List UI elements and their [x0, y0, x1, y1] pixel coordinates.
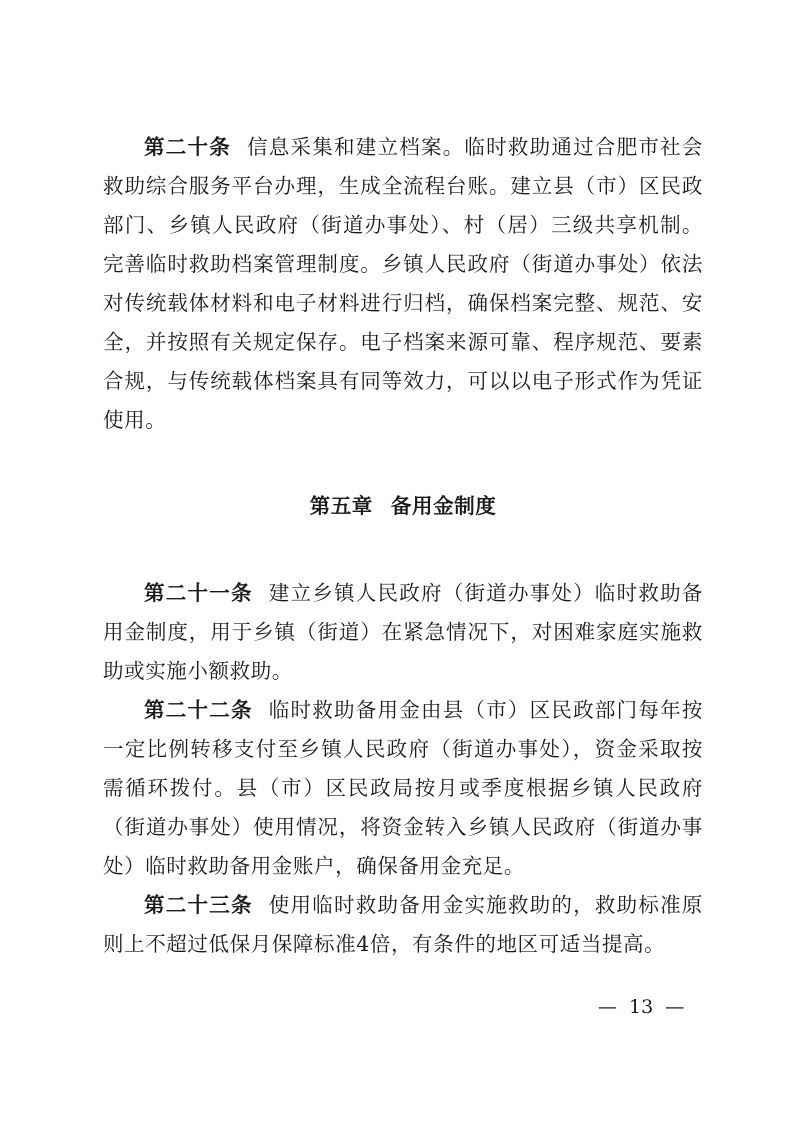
article-23	[103, 886, 703, 964]
article-22-title: 第二十二条	[144, 698, 253, 722]
chapter-number: 第五章	[309, 494, 373, 518]
article-20-text: 信息采集和建立档案。临时救助通过合肥市社会救助综合服务平台办理，生成全流程台账。建立县（市）区民政部门、乡镇人民政府（街道办事处）、村（居）三级共享机制。完善临时救助档案管理制度。乡镇人民政府（街道办事处）依法对传统载体材料和电子材料进行归档，确保档案完整、规范、安全，并按照有关规定保存。电子档案来源可靠、程序规范、要素合规，与传统载体档案具有同等效力，可以以电子形式作为凭证使用。	[103, 135, 703, 432]
page-number-dash-right: —	[665, 996, 685, 1018]
article-22	[103, 691, 703, 886]
article-21-text: 建立乡镇人民政府（街道办事处）临时救助备用金制度，用于乡镇（街道）在紧急情况下，对困难家庭实施救助或实施小额救助。	[103, 581, 704, 683]
article-22-text: 临时救助备用金由县（市）区民政部门每年按一定比例转移支付至乡镇人民政府（街道办事处），资金采取按需循环拨付。县（市）区民政局按月或季度根据乡镇人民政府（街道办事处）使用情况，将资金转入乡镇人民政府（街道办事处）临时救助备用金账户，确保备用金充足。	[103, 698, 704, 878]
document-body	[103, 128, 703, 964]
chapter-title: 备用金制度	[390, 494, 497, 518]
article-21	[103, 574, 703, 691]
chapter-heading	[103, 487, 703, 526]
page-number-dash-left: —	[598, 996, 617, 1018]
page-number-footer	[598, 994, 684, 1020]
page-number: 13	[629, 996, 654, 1018]
article-21-title: 第二十一条	[144, 581, 253, 605]
article-23-title: 第二十三条	[144, 893, 253, 917]
article-20	[103, 128, 703, 440]
article-20-title: 第二十条	[144, 135, 231, 159]
article-23-text: 使用临时救助备用金实施救助的，救助标准原则上不超过低保月保障标准4倍，有条件的地区可适当提高。	[103, 893, 704, 956]
